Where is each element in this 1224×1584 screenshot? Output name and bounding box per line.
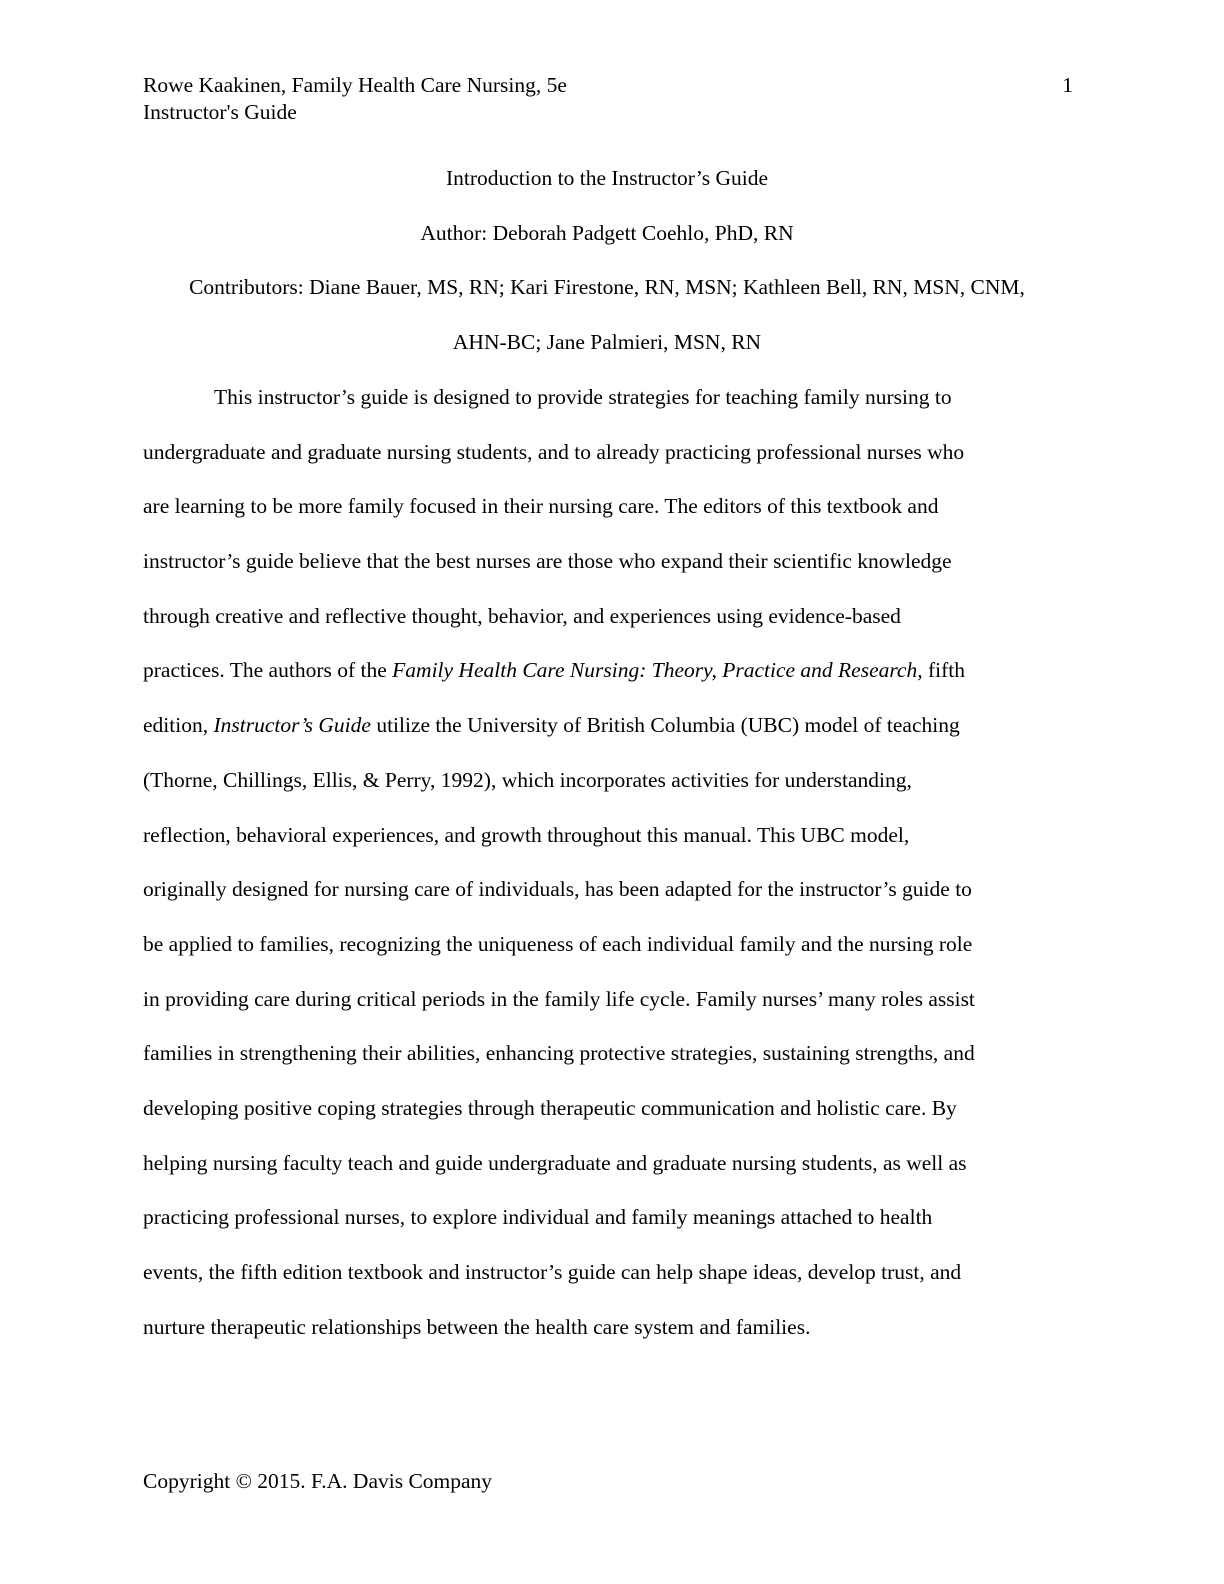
guide-title-italic: Instructor’s Guide [213,713,371,738]
body-line: developing positive coping strategies through therapeutic communication and holistic care. By [143,1095,957,1120]
book-title-italic: Family Health Care Nursing: Theory, Practice and Research, [392,658,923,683]
copyright-footer: Copyright © 2015. F.A. Davis Company [143,1469,493,1493]
body-line: originally designed for nursing care of individuals, has been adapted for the instructor’s guide to [143,877,972,902]
body-line: in providing care during critical periods in the family life cycle. Family nurses’ many roles assist [143,986,975,1011]
body-line [143,643,1073,698]
body-line: families in strengthening their abilities, enhancing protective strategies, sustaining strengths, and [143,1041,975,1066]
page-number: 1 [1062,73,1073,97]
body-line [143,698,1073,753]
body-text-span: edition, [143,713,214,738]
body-line: helping nursing faculty teach and guide undergraduate and graduate nursing students, as well as [143,1150,967,1175]
body-text-span: utilize the University of British Columbia (UBC) model of teaching [370,713,960,738]
title-block [143,151,1071,370]
running-head-subtitle: Instructor's Guide [143,100,297,124]
author-line: Author: Deborah Padgett Coehlo, PhD, RN [420,220,794,245]
body-line: events, the fifth edition textbook and instructor’s guide can help shape ideas, develop trust, and [143,1260,962,1284]
body-line: instructor’s guide believe that the best nurses are those who expand their scientific knowledge [143,549,952,574]
running-head-title: Rowe Kaakinen, Family Health Care Nursing, 5e [143,73,567,97]
body-line: reflection, behavioral experiences, and growth throughout this manual. This UBC model, [143,822,910,847]
body-line: are learning to be more family focused in their nursing care. The editors of this textbook and [143,494,939,519]
body-line: practicing professional nurses, to explore individual and family meanings attached to health [143,1205,933,1230]
body-line: through creative and reflective thought, behavior, and experiences using evidence-based [143,603,901,628]
contributors-line-2: AHN-BC; Jane Palmieri, MSN, RN [452,330,762,355]
body-text-span: practices. The authors of the [143,658,393,683]
body-paragraph [143,370,1073,1354]
document-title: Introduction to the Instructor’s Guide [445,166,769,190]
body-text-span: fifth [922,658,966,683]
running-head [143,72,1073,126]
body-line: nurture therapeutic relationships between the health care system and families. [143,1314,811,1339]
body-line: (Thorne, Chillings, Ellis, & Perry, 1992), which incorporates activities for understanding, [143,767,912,792]
body-line: undergraduate and graduate nursing students, and to already practicing professional nurses who [143,439,965,464]
body-line: This instructor’s guide is designed to provide strategies for teaching family nursing to [214,385,952,409]
contributors-line-1: Contributors: Diane Bauer, MS, RN; Kari Firestone, RN, MSN; Kathleen Bell, RN, MSN, CNM, [189,275,1025,300]
body-line: be applied to families, recognizing the uniqueness of each individual family and the nursing role [143,931,973,956]
